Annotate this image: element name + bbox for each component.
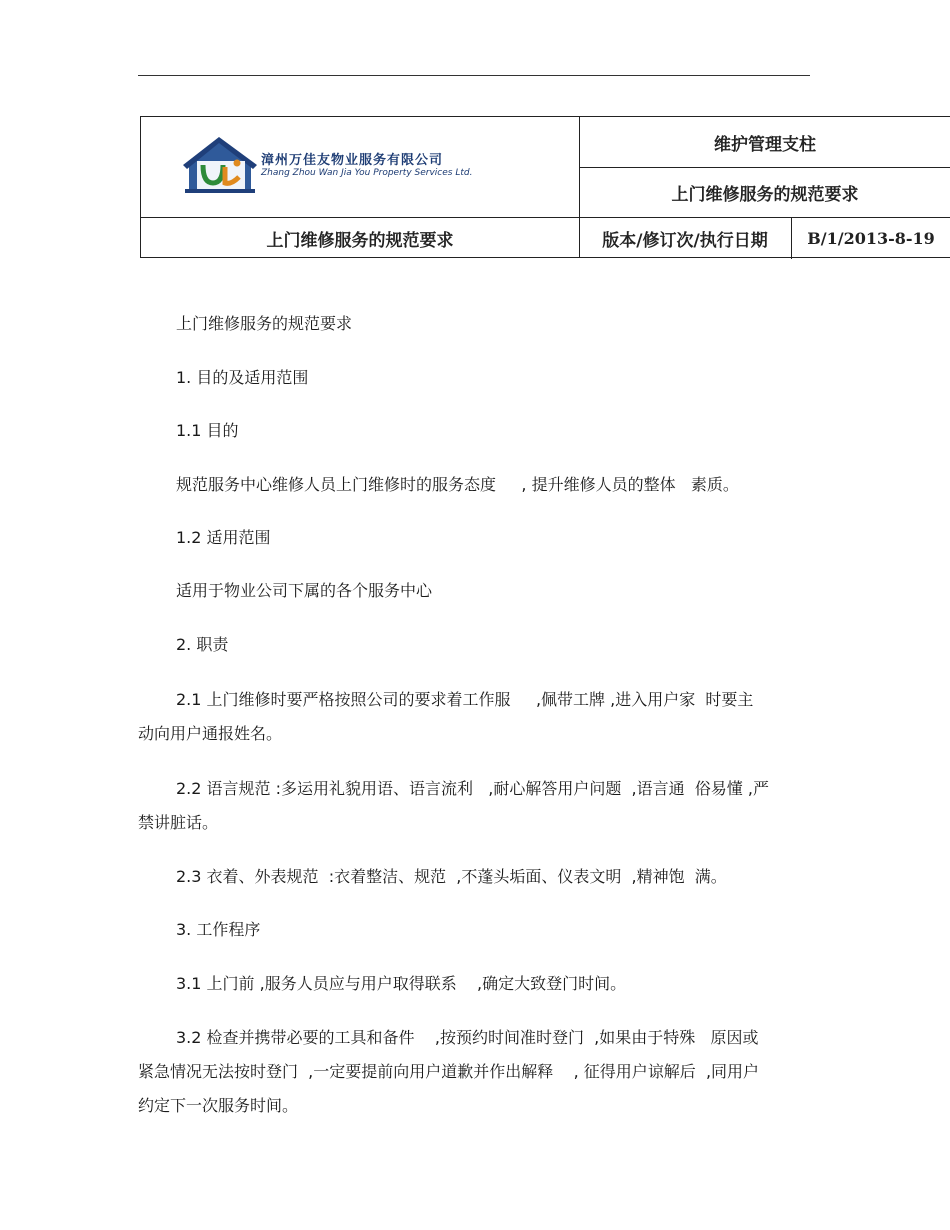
section-heading: 2. 职责: [176, 635, 229, 654]
document-header-table: [140, 116, 950, 258]
paragraph-line: 3.2 检查并携带必要的工具和备件 ,按预约时间准时登门 ,如果由于特殊 原因或: [176, 1028, 759, 1047]
version-label: 版本/修订次/执行日期: [602, 230, 768, 251]
paragraph-line: 禁讲脏话。: [138, 813, 219, 832]
paragraph: 3.1 上门前 ,服务人员应与用户取得联系 ,确定大致登门时间。: [176, 974, 627, 993]
subsection-heading: 1.1 目的: [176, 421, 239, 440]
header-title-spec: 上门维修服务的规范要求: [671, 184, 859, 205]
subsection-heading: 1.2 适用范围: [176, 528, 271, 547]
version-value: B/1/2013-8-19: [807, 228, 935, 248]
paragraph: 适用于物业公司下属的各个服务中心: [176, 581, 433, 600]
paragraph: 规范服务中心维修人员上门维修时的服务态度 , 提升维修人员的整体 素质。: [176, 475, 739, 494]
company-name-en: Zhang Zhou Wan Jia You Property Services Ltd.: [261, 168, 473, 178]
top-rule: [138, 75, 810, 76]
company-logo: [181, 133, 541, 201]
header-doc-title: 上门维修服务的规范要求: [266, 230, 454, 251]
paragraph-line: 2.2 语言规范 :多运用礼貌用语、语言流利 ,耐心解答用户问题 ,语言通 俗易懂 ,严: [176, 779, 769, 798]
header-title-pillar: 维护管理支柱: [714, 134, 816, 155]
paragraph: 2.3 衣着、外表规范 :衣着整洁、规范 ,不蓬头垢面、仪表文明 ,精神饱 满。: [176, 867, 727, 886]
paragraph-line: 约定下一次服务时间。: [138, 1096, 299, 1115]
paragraph-line: 动向用户通报姓名。: [138, 724, 283, 743]
section-heading: 1. 目的及适用范围: [176, 368, 309, 387]
section-heading: 3. 工作程序: [176, 920, 261, 939]
doc-heading: 上门维修服务的规范要求: [176, 314, 353, 333]
paragraph-line: 紧急情况无法按时登门 ,一定要提前向用户道歉并作出解释 , 征得用户谅解后 ,同用户: [138, 1062, 760, 1081]
company-name-cn: 漳州万佳友物业服务有限公司: [261, 153, 444, 168]
house-logo-icon: [181, 133, 261, 201]
paragraph-line: 2.1 上门维修时要严格按照公司的要求着工作服 ,佩带工牌 ,进入用户家 时要主: [176, 690, 754, 709]
